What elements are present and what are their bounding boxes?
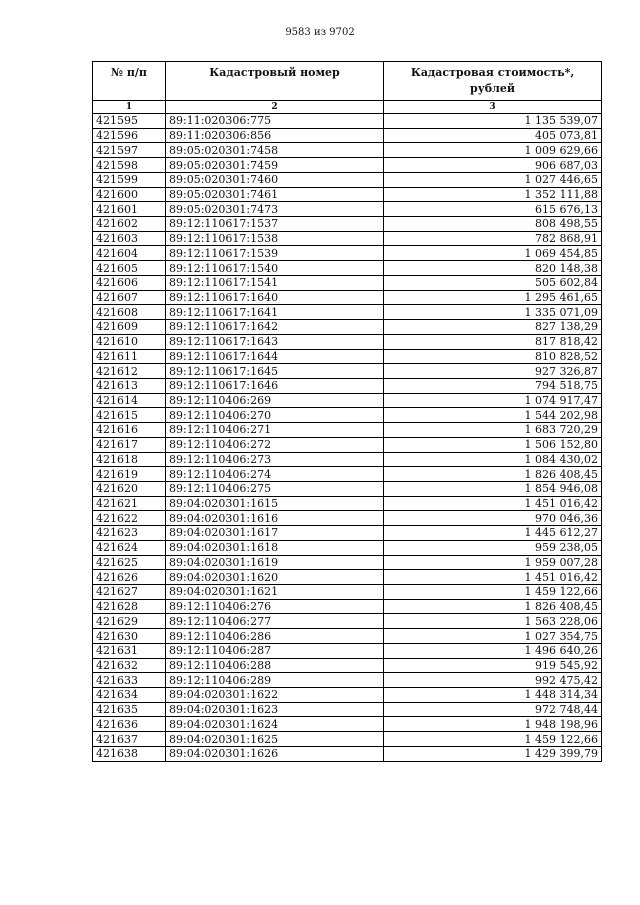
row-number: 421596 [93,128,166,143]
row-cadastral-number: 89:11:020306:775 [166,114,384,129]
table-row [93,496,602,511]
row-cadastral-value: 1 027 354,75 [384,629,602,644]
row-number: 421630 [93,629,166,644]
row-cadastral-number: 89:12:110617:1646 [166,378,384,393]
table-row [93,114,602,129]
row-number: 421597 [93,143,166,158]
row-number: 421600 [93,187,166,202]
row-cadastral-number: 89:04:020301:1620 [166,570,384,585]
row-cadastral-number: 89:04:020301:1619 [166,555,384,570]
table-row [93,746,602,761]
row-cadastral-number: 89:12:110406:271 [166,423,384,438]
row-cadastral-number: 89:04:020301:1615 [166,496,384,511]
row-number: 421631 [93,643,166,658]
row-number: 421612 [93,364,166,379]
table-row [93,437,602,452]
row-cadastral-value: 1 009 629,66 [384,143,602,158]
row-cadastral-number: 89:12:110617:1645 [166,364,384,379]
row-number: 421598 [93,158,166,173]
row-cadastral-value: 1 295 461,65 [384,290,602,305]
row-cadastral-number: 89:12:110617:1640 [166,290,384,305]
table-row [93,408,602,423]
row-number: 421615 [93,408,166,423]
header-cadastral-value: Кадастровая стоимость*, рублей [384,62,602,101]
row-number: 421620 [93,481,166,496]
row-cadastral-number: 89:12:110406:274 [166,467,384,482]
row-cadastral-number: 89:04:020301:1623 [166,702,384,717]
table-row [93,585,602,600]
table-row [93,275,602,290]
row-number: 421629 [93,614,166,629]
row-cadastral-value: 817 818,42 [384,334,602,349]
header-cadastral-number: Кадастровый номер [166,62,384,101]
row-cadastral-value: 1 084 430,02 [384,452,602,467]
row-cadastral-value: 959 238,05 [384,540,602,555]
table-row [93,378,602,393]
row-cadastral-value: 505 602,84 [384,275,602,290]
row-cadastral-value: 1 445 612,27 [384,526,602,541]
row-cadastral-number: 89:12:110406:272 [166,437,384,452]
row-cadastral-number: 89:04:020301:1625 [166,732,384,747]
row-cadastral-value: 808 498,55 [384,217,602,232]
row-cadastral-number: 89:05:020301:7458 [166,143,384,158]
row-number: 421601 [93,202,166,217]
row-cadastral-number: 89:05:020301:7461 [166,187,384,202]
row-cadastral-number: 89:04:020301:1617 [166,526,384,541]
row-number: 421621 [93,496,166,511]
row-cadastral-number: 89:05:020301:7459 [166,158,384,173]
row-cadastral-number: 89:12:110617:1540 [166,261,384,276]
row-number: 421608 [93,305,166,320]
row-cadastral-value: 1 448 314,34 [384,688,602,703]
row-cadastral-value: 615 676,13 [384,202,602,217]
row-cadastral-value: 1 506 152,80 [384,437,602,452]
row-cadastral-value: 1 948 198,96 [384,717,602,732]
row-cadastral-number: 89:12:110406:286 [166,629,384,644]
table-row [93,702,602,717]
table-row [93,187,602,202]
row-cadastral-number: 89:12:110617:1538 [166,231,384,246]
row-cadastral-value: 1 352 111,88 [384,187,602,202]
table-body [93,114,602,762]
row-number: 421633 [93,673,166,688]
row-cadastral-number: 89:05:020301:7473 [166,202,384,217]
table-header [93,62,602,114]
row-cadastral-value: 405 073,81 [384,128,602,143]
row-cadastral-value: 1 459 122,66 [384,732,602,747]
row-cadastral-value: 810 828,52 [384,349,602,364]
table-row [93,320,602,335]
row-number: 421623 [93,526,166,541]
table-row [93,202,602,217]
row-cadastral-value: 1 074 917,47 [384,393,602,408]
row-number: 421618 [93,452,166,467]
row-number: 421613 [93,378,166,393]
row-cadastral-number: 89:04:020301:1618 [166,540,384,555]
table-row [93,467,602,482]
row-number: 421617 [93,437,166,452]
row-cadastral-value: 1 563 228,06 [384,614,602,629]
row-cadastral-value: 1 135 539,07 [384,114,602,129]
row-number: 421606 [93,275,166,290]
cadastral-table [92,61,602,762]
row-cadastral-value: 1 027 446,65 [384,172,602,187]
table-row [93,261,602,276]
row-cadastral-number: 89:12:110617:1642 [166,320,384,335]
row-number: 421599 [93,172,166,187]
table-row [93,614,602,629]
row-cadastral-number: 89:12:110406:289 [166,673,384,688]
row-cadastral-value: 1 826 408,45 [384,599,602,614]
row-number: 421604 [93,246,166,261]
row-cadastral-value: 1 429 399,79 [384,746,602,761]
table-row [93,143,602,158]
row-cadastral-value: 919 545,92 [384,658,602,673]
row-cadastral-value: 972 748,44 [384,702,602,717]
table-row [93,364,602,379]
row-cadastral-value: 1 459 122,66 [384,585,602,600]
table-row [93,540,602,555]
row-cadastral-value: 1 854 946,08 [384,481,602,496]
row-cadastral-value: 827 138,29 [384,320,602,335]
row-number: 421611 [93,349,166,364]
table-row [93,172,602,187]
row-number: 421619 [93,467,166,482]
row-cadastral-number: 89:05:020301:7460 [166,172,384,187]
table-row [93,673,602,688]
row-number: 421607 [93,290,166,305]
row-number: 421627 [93,585,166,600]
row-cadastral-number: 89:12:110406:275 [166,481,384,496]
table-row [93,599,602,614]
row-number: 421616 [93,423,166,438]
table-row [93,629,602,644]
row-cadastral-value: 1 544 202,98 [384,408,602,423]
row-number: 421605 [93,261,166,276]
row-cadastral-value: 927 326,87 [384,364,602,379]
row-cadastral-value: 906 687,03 [384,158,602,173]
table-row [93,481,602,496]
table-row [93,732,602,747]
row-number: 421624 [93,540,166,555]
table-row [93,717,602,732]
row-cadastral-value: 1 683 720,29 [384,423,602,438]
row-cadastral-number: 89:12:110406:276 [166,599,384,614]
table-row [93,290,602,305]
row-number: 421638 [93,746,166,761]
table-row [93,555,602,570]
header-number: № п/п [93,62,166,101]
row-cadastral-number: 89:12:110406:273 [166,452,384,467]
table-row [93,128,602,143]
row-cadastral-value: 1 496 640,26 [384,643,602,658]
table-row [93,158,602,173]
row-number: 421626 [93,570,166,585]
row-cadastral-value: 782 868,91 [384,231,602,246]
row-cadastral-number: 89:12:110617:1537 [166,217,384,232]
row-cadastral-value: 1 959 007,28 [384,555,602,570]
table-row [93,393,602,408]
row-cadastral-number: 89:12:110406:287 [166,643,384,658]
table-row [93,526,602,541]
table-row [93,334,602,349]
row-number: 421628 [93,599,166,614]
row-cadastral-value: 1 335 071,09 [384,305,602,320]
table-row [93,305,602,320]
row-cadastral-number: 89:12:110617:1644 [166,349,384,364]
row-number: 421610 [93,334,166,349]
table-row [93,688,602,703]
table-row [93,349,602,364]
row-number: 421635 [93,702,166,717]
row-number: 421632 [93,658,166,673]
row-cadastral-number: 89:12:110406:277 [166,614,384,629]
header-index-1: 1 [93,101,166,114]
row-cadastral-number: 89:12:110617:1541 [166,275,384,290]
table-row [93,246,602,261]
table-row [93,231,602,246]
row-cadastral-number: 89:12:110406:270 [166,408,384,423]
row-cadastral-value: 992 475,42 [384,673,602,688]
row-cadastral-value: 820 148,38 [384,261,602,276]
row-cadastral-value: 1 069 454,85 [384,246,602,261]
row-cadastral-value: 794 518,75 [384,378,602,393]
row-cadastral-number: 89:12:110617:1539 [166,246,384,261]
row-cadastral-number: 89:12:110617:1641 [166,305,384,320]
table-row [93,217,602,232]
table-row [93,423,602,438]
row-number: 421634 [93,688,166,703]
table-row [93,511,602,526]
row-cadastral-value: 1 826 408,45 [384,467,602,482]
row-number: 421622 [93,511,166,526]
header-index-3: 3 [384,101,602,114]
row-number: 421595 [93,114,166,129]
row-cadastral-number: 89:12:110617:1643 [166,334,384,349]
row-cadastral-number: 89:04:020301:1621 [166,585,384,600]
row-cadastral-value: 1 451 016,42 [384,496,602,511]
row-number: 421636 [93,717,166,732]
row-cadastral-number: 89:04:020301:1624 [166,717,384,732]
row-cadastral-value: 970 046,36 [384,511,602,526]
row-number: 421637 [93,732,166,747]
row-cadastral-number: 89:04:020301:1616 [166,511,384,526]
row-cadastral-number: 89:04:020301:1626 [166,746,384,761]
row-cadastral-number: 89:04:020301:1622 [166,688,384,703]
row-number: 421602 [93,217,166,232]
table-row [93,643,602,658]
page-number: 9583 из 9702 [285,27,355,38]
table-row [93,658,602,673]
table-row [93,452,602,467]
row-cadastral-number: 89:12:110406:269 [166,393,384,408]
row-number: 421603 [93,231,166,246]
row-number: 421625 [93,555,166,570]
row-number: 421614 [93,393,166,408]
row-cadastral-number: 89:11:020306:856 [166,128,384,143]
row-cadastral-number: 89:12:110406:288 [166,658,384,673]
row-number: 421609 [93,320,166,335]
header-index-2: 2 [166,101,384,114]
table-row [93,570,602,585]
row-cadastral-value: 1 451 016,42 [384,570,602,585]
